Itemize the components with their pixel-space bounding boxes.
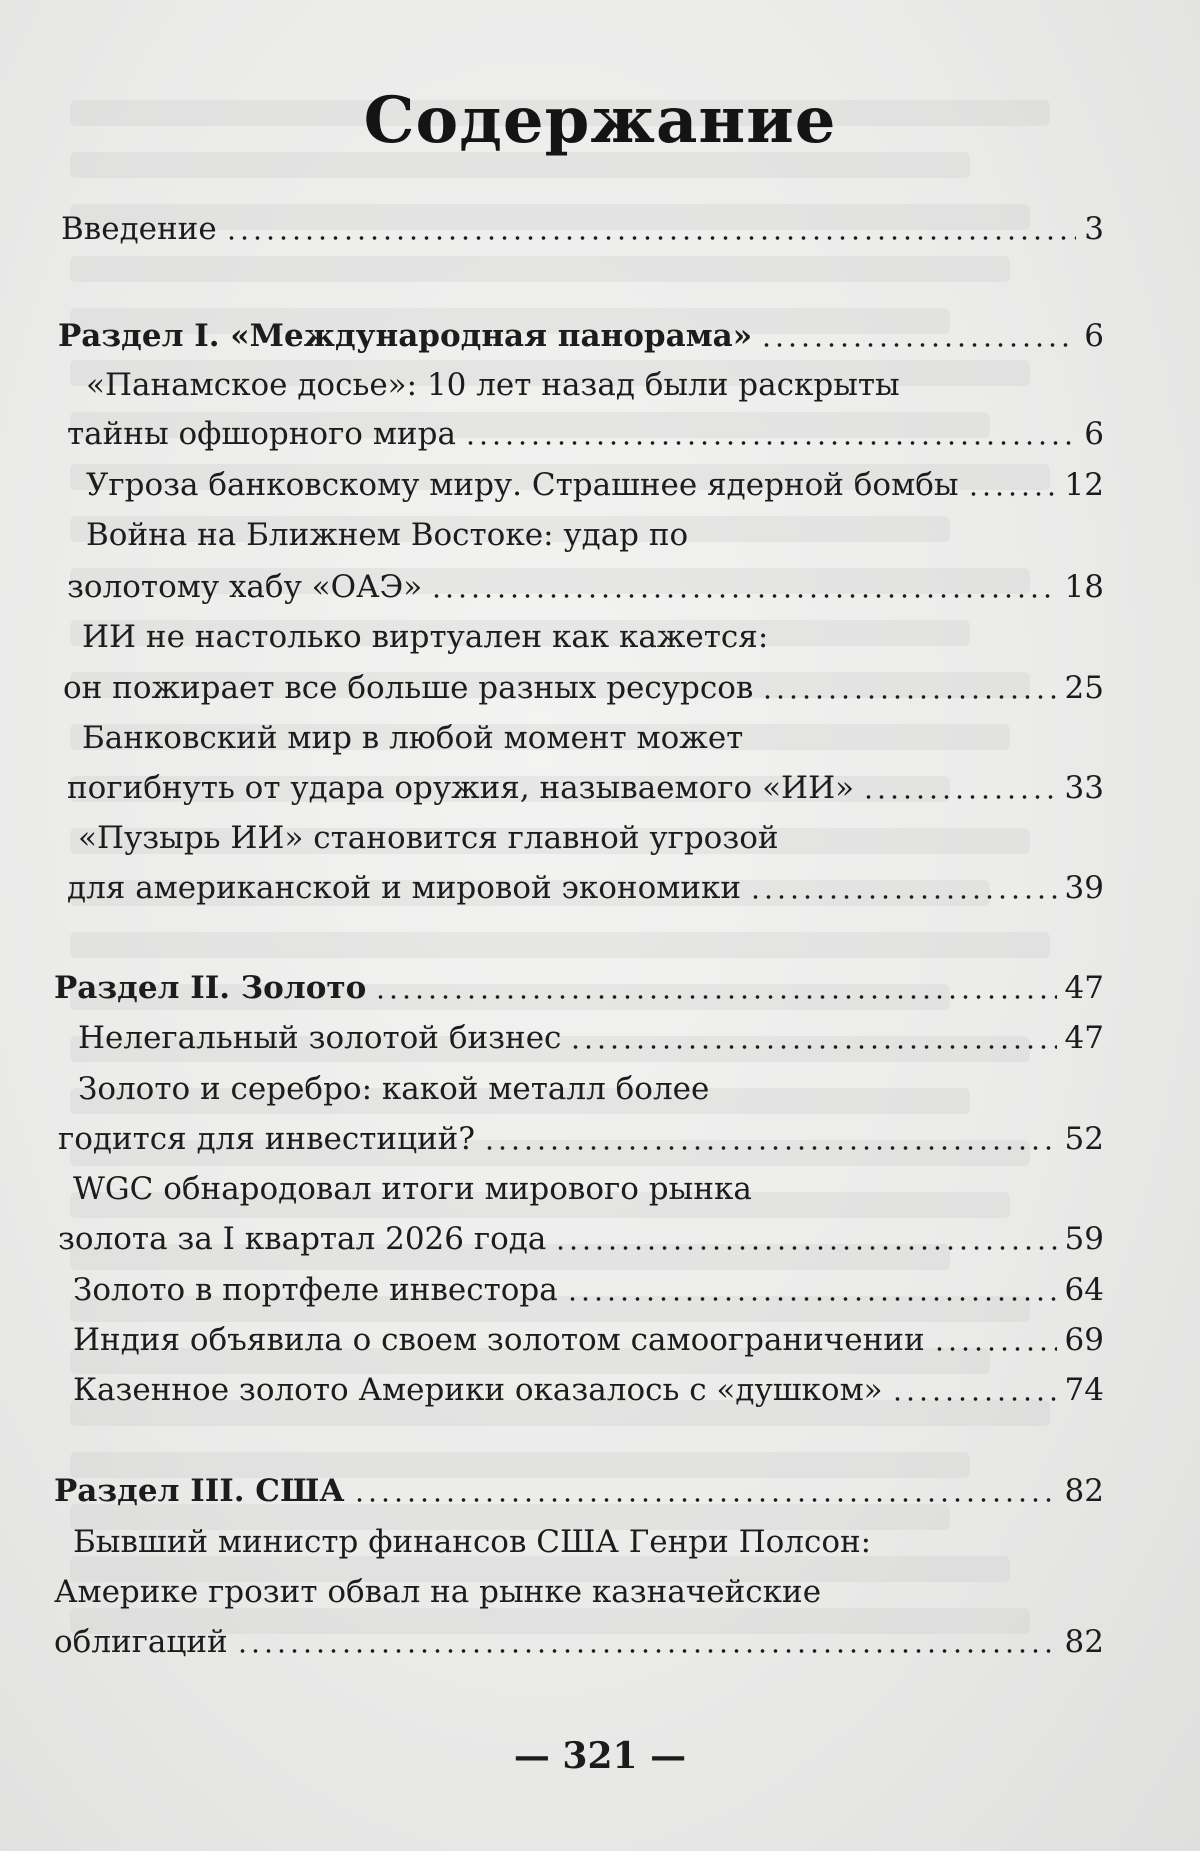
toc-entry: [54, 1562, 821, 1612]
dot-leader: [430, 594, 1056, 598]
dot-leader: [464, 441, 1076, 445]
page-title: Содержание: [363, 83, 837, 158]
toc-entry-title: Введение: [61, 211, 217, 247]
toc-section-title: Раздел II. Золото: [54, 970, 367, 1006]
toc-entry-title: Золото и серебро: какой металл более: [78, 1071, 710, 1107]
toc-entry-page: 52: [1064, 1121, 1104, 1157]
toc-section-page: 82: [1064, 1473, 1104, 1509]
toc-section: [54, 958, 1104, 1008]
toc-entry: [86, 455, 1104, 505]
toc-section-title: Раздел III. США: [54, 1473, 345, 1509]
toc-entry-title: он пожирает все больше разных ресурсов: [63, 670, 754, 706]
dot-leader: [862, 795, 1056, 799]
toc-entry-title: для американской и мировой экономики: [67, 870, 742, 906]
dot-leader: [933, 1347, 1057, 1351]
toc-entry-title: «Панамское досье»: 10 лет назад были раскрыты: [86, 367, 900, 403]
toc-entry-page: 47: [1064, 1020, 1104, 1056]
toc-section-page: 47: [1064, 970, 1104, 1006]
dot-leader: [554, 1246, 1056, 1250]
dot-leader: [967, 492, 1057, 496]
toc-entry-title: тайны офшорного мира: [67, 416, 456, 452]
toc-entry: [73, 1159, 752, 1209]
toc-entry-page: 74: [1064, 1372, 1104, 1408]
toc-section-title: Раздел I. «Международная панорама»: [58, 318, 753, 354]
dot-leader: [225, 236, 1077, 240]
toc-entry-page: 82: [1064, 1624, 1104, 1660]
toc-entry-page: 33: [1064, 770, 1104, 806]
toc-entry-title: погибнуть от удара оружия, называемого «ИИ»: [67, 770, 855, 806]
toc-entry-title: облигаций: [54, 1624, 228, 1660]
toc-entry-title: золотому хабу «ОАЭ»: [67, 569, 423, 605]
toc-entry: [78, 808, 779, 858]
toc-entry-page: 6: [1084, 416, 1104, 452]
dot-leader: [569, 1045, 1056, 1049]
toc-entry-title: Бывший министр финансов США Генри Полсон:: [73, 1524, 872, 1560]
toc-entry-page: 12: [1064, 467, 1104, 503]
toc-section: [58, 306, 1104, 356]
toc-entry-title: Америке грозит обвал на рынке казначейские: [54, 1574, 822, 1610]
toc-entry: [73, 1310, 1104, 1360]
toc-entry-title: ИИ не настолько виртуален как кажется:: [82, 619, 769, 655]
toc-entry: [67, 858, 1104, 908]
toc-entry: [78, 1059, 709, 1109]
toc-entry: [73, 1512, 871, 1562]
toc-entry-page: 3: [1084, 211, 1104, 247]
toc-entry-title: Угроза банковскому миру. Страшнее ядерной бомбы: [86, 467, 959, 503]
toc-section-page: 6: [1084, 318, 1104, 354]
toc-entry-title: Индия объявила о своем золотом самоограничении: [73, 1322, 925, 1358]
dot-leader: [374, 995, 1056, 999]
toc-entry: [54, 1612, 1104, 1662]
dot-leader: [236, 1649, 1057, 1653]
dot-leader: [749, 895, 1057, 899]
toc-entry: [82, 607, 768, 657]
toc-entry-title: Золото в портфеле инвестора: [73, 1272, 558, 1308]
toc-entry: [67, 557, 1104, 607]
toc-entry: [86, 355, 900, 405]
toc-entry-page: 64: [1064, 1272, 1104, 1308]
toc-entry-page: 18: [1064, 569, 1104, 605]
toc-entry-title: Банковский мир в любой момент может: [82, 720, 744, 756]
toc-entry: [73, 1360, 1104, 1410]
toc-entry: [58, 1109, 1104, 1159]
toc-entry-page: 39: [1064, 870, 1104, 906]
toc-entry-title: WGC обнародовал итоги мирового рынка: [73, 1171, 752, 1207]
toc-entry-title: Казенное золото Америки оказалось с «душком»: [73, 1372, 883, 1408]
toc-entry: [63, 658, 1104, 708]
toc-entry: [73, 1260, 1104, 1310]
page-number: — 321 —: [513, 1735, 687, 1777]
toc-entry-page: 69: [1064, 1322, 1104, 1358]
dot-leader: [483, 1146, 1057, 1150]
toc-entry: [61, 199, 1104, 249]
dot-leader: [353, 1498, 1057, 1502]
toc-entry-title: «Пузырь ИИ» становится главной угрозой: [78, 820, 779, 856]
toc-entry-page: 59: [1064, 1221, 1104, 1257]
toc-entry: [67, 758, 1104, 808]
toc-section: [54, 1461, 1104, 1511]
dot-leader: [760, 343, 1076, 347]
toc-entry-title: Война на Ближнем Востоке: удар по: [86, 517, 689, 553]
toc-entry: [58, 1209, 1104, 1259]
toc-entry-title: золота за I квартал 2026 года: [58, 1221, 547, 1257]
toc-entry-title: Нелегальный золотой бизнес: [78, 1020, 562, 1056]
toc-entry: [86, 505, 688, 555]
toc-entry: [67, 404, 1104, 454]
dot-leader: [891, 1397, 1057, 1401]
toc-entry-page: 25: [1064, 670, 1104, 706]
toc-entry-title: годится для инвестиций?: [58, 1121, 475, 1157]
dot-leader: [566, 1297, 1057, 1301]
toc-entry: [78, 1008, 1104, 1058]
toc-entry: [82, 708, 743, 758]
dot-leader: [761, 695, 1056, 699]
